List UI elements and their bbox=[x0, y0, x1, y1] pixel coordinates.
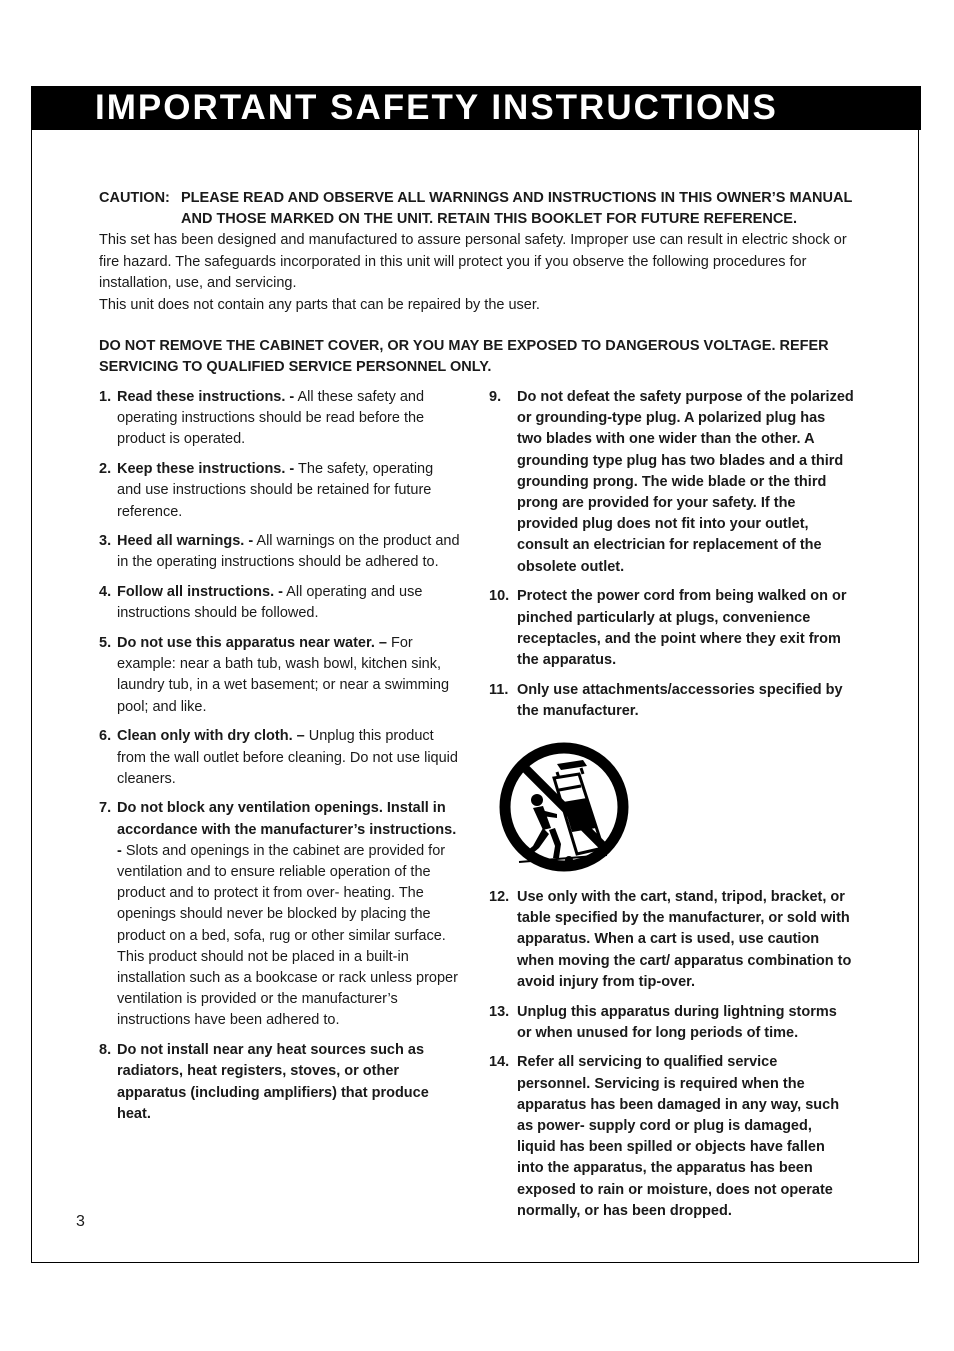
item-heading: Follow all instructions. - bbox=[117, 584, 283, 601]
instruction-item bbox=[99, 633, 461, 718]
instructions-left-column bbox=[99, 387, 461, 1134]
instruction-item bbox=[489, 1002, 854, 1044]
instruction-item bbox=[489, 887, 854, 993]
item-heading: Use only with the cart, stand, tripod, bracket, or table specified by the manufacturer, or sold with apparatus. When a cart is used, use caution when moving the cart/ apparatus combination to avoid injury from tip-over. bbox=[517, 889, 852, 990]
item-number: 12. bbox=[489, 889, 510, 906]
item-heading: Read these instructions. - bbox=[117, 389, 295, 405]
item-number: 1. bbox=[99, 389, 112, 405]
item-heading: Clean only with dry cloth. – bbox=[117, 728, 305, 745]
instruction-item bbox=[99, 582, 461, 624]
instruction-item bbox=[99, 726, 461, 790]
caution-label: CAUTION: bbox=[99, 190, 170, 206]
instruction-item bbox=[99, 531, 461, 573]
item-text: All warnings on the product and in the operating instructions should be adhered to. bbox=[117, 533, 460, 571]
caution-heading bbox=[99, 188, 859, 230]
instruction-item bbox=[489, 680, 854, 722]
page-number: 3 bbox=[76, 1213, 85, 1230]
item-body bbox=[117, 459, 461, 523]
instruction-item bbox=[99, 387, 461, 451]
instructions-right-column bbox=[489, 387, 854, 1231]
item-heading: Protect the power cord from being walked on or pinched particularly at plugs, convenience receptacles, and the point where they exit from the apparatus. bbox=[517, 588, 847, 668]
caution-block bbox=[99, 188, 859, 316]
caution-heading-text: PLEASE READ AND OBSERVE ALL WARNINGS AND INSTRUCTIONS IN THIS OWNER’S MANUAL AND THOSE MARKED ON THE UNIT. RETAIN THIS BOOKLET FOR FUTURE REFERENCE. bbox=[181, 190, 853, 227]
cabinet-warning: DO NOT REMOVE THE CABINET COVER, OR YOU MAY BE EXPOSED TO DANGEROUS VOLTAGE. REFER SERVICING TO QUALIFIED SERVICE PERSONNEL ONLY. bbox=[99, 338, 829, 375]
item-number: 8. bbox=[99, 1042, 112, 1059]
item-text: All these safety and operating instructions should be read before the product is operated. bbox=[117, 389, 425, 448]
item-number: 7. bbox=[99, 800, 112, 817]
item-heading: Only use attachments/accessories specified by the manufacturer. bbox=[517, 681, 843, 719]
page-title: IMPORTANT SAFETY INSTRUCTIONS bbox=[95, 88, 778, 127]
item-heading: Do not block any ventilation openings. Install in accordance with the manufacturer’s instructions. - bbox=[117, 800, 457, 859]
caution-paragraph: This unit does not contain any parts that can be repaired by the user. bbox=[99, 296, 540, 313]
item-number: 11. bbox=[489, 681, 509, 698]
item-heading: Heed all warnings. - bbox=[117, 533, 254, 550]
instruction-item bbox=[99, 459, 461, 523]
item-heading: Unplug this apparatus during lightning storms or when unused for long periods of time. bbox=[517, 1003, 837, 1041]
item-heading: Do not install near any heat sources such as radiators, heat registers, stoves, or other apparatus (including amplifiers) that produce heat. bbox=[117, 1042, 429, 1122]
item-body bbox=[117, 726, 461, 790]
instruction-item bbox=[99, 1040, 461, 1125]
item-body bbox=[117, 1040, 461, 1125]
instruction-item bbox=[489, 586, 854, 671]
item-body bbox=[117, 387, 461, 451]
item-number: 9. bbox=[489, 389, 502, 405]
item-heading: Do not defeat the safety purpose of the polarized or grounding-type plug. A polarized plug has two blades with one wider than the other. A grounding type plug has two blades and a third grounding prong. The wide blade or the third prong are provided for your safety. If the provided plug does not fit into your outlet, consult an electrician for replacement of the obsolete outlet. bbox=[517, 389, 854, 575]
item-text: Unplug this product from the wall outlet before cleaning. Do not use liquid cleaners. bbox=[117, 728, 458, 787]
item-body bbox=[117, 582, 461, 624]
item-number: 14. bbox=[489, 1054, 510, 1071]
item-text: The safety, operating and use instructions should be retained for future reference. bbox=[117, 461, 434, 520]
item-heading: Keep these instructions. - bbox=[117, 461, 295, 478]
item-number: 13. bbox=[489, 1003, 510, 1020]
instruction-item bbox=[99, 798, 461, 1031]
caution-paragraph: This set has been designed and manufactured to assure personal safety. Improper use can result in electric shock or fire hazard. The safeguards incorporated in this unit will protect you if you observe the following procedures for installation, use, and servicing. bbox=[99, 232, 847, 291]
item-text: Slots and openings in the cabinet are provided for ventilation and to ensure reliable operation of the product and to protect it from over- heating. The openings should never be blocked by placing the product on a bed, sofa, rug or other similar surface. This product should not be placed in a built-in installation such as a bookcase or rack unless proper ventilation is provided or the manufacturer’s instructions have been adhered to. bbox=[117, 842, 458, 1029]
item-number: 10. bbox=[489, 588, 510, 605]
instruction-item bbox=[489, 387, 854, 578]
item-number: 6. bbox=[99, 728, 112, 745]
cart-tip-over-warning-icon bbox=[499, 742, 629, 872]
title-bar bbox=[31, 86, 921, 130]
item-body bbox=[117, 633, 461, 718]
item-number: 4. bbox=[99, 584, 112, 601]
item-number: 5. bbox=[99, 635, 112, 652]
item-number: 3. bbox=[99, 533, 112, 550]
item-text: For example: near a bath tub, wash bowl, kitchen sink, laundry tub, in a wet basement; or near a swimming pool; and like. bbox=[117, 635, 450, 715]
item-body bbox=[117, 798, 461, 1031]
item-heading: Do not use this apparatus near water. – bbox=[117, 635, 387, 652]
instruction-item bbox=[489, 1052, 854, 1222]
item-body bbox=[117, 531, 461, 573]
item-number: 2. bbox=[99, 461, 112, 478]
item-heading: Refer all servicing to qualified service personnel. Servicing is required when the apparatus has been damaged in any way, such as power- supply cord or plug is damaged, liquid has been spilled or objects have fallen into the apparatus, the apparatus has been exposed to rain or moisture, does not operate normally, or has been dropped. bbox=[517, 1054, 840, 1219]
item-text: All operating and use instructions should be followed. bbox=[117, 584, 423, 622]
